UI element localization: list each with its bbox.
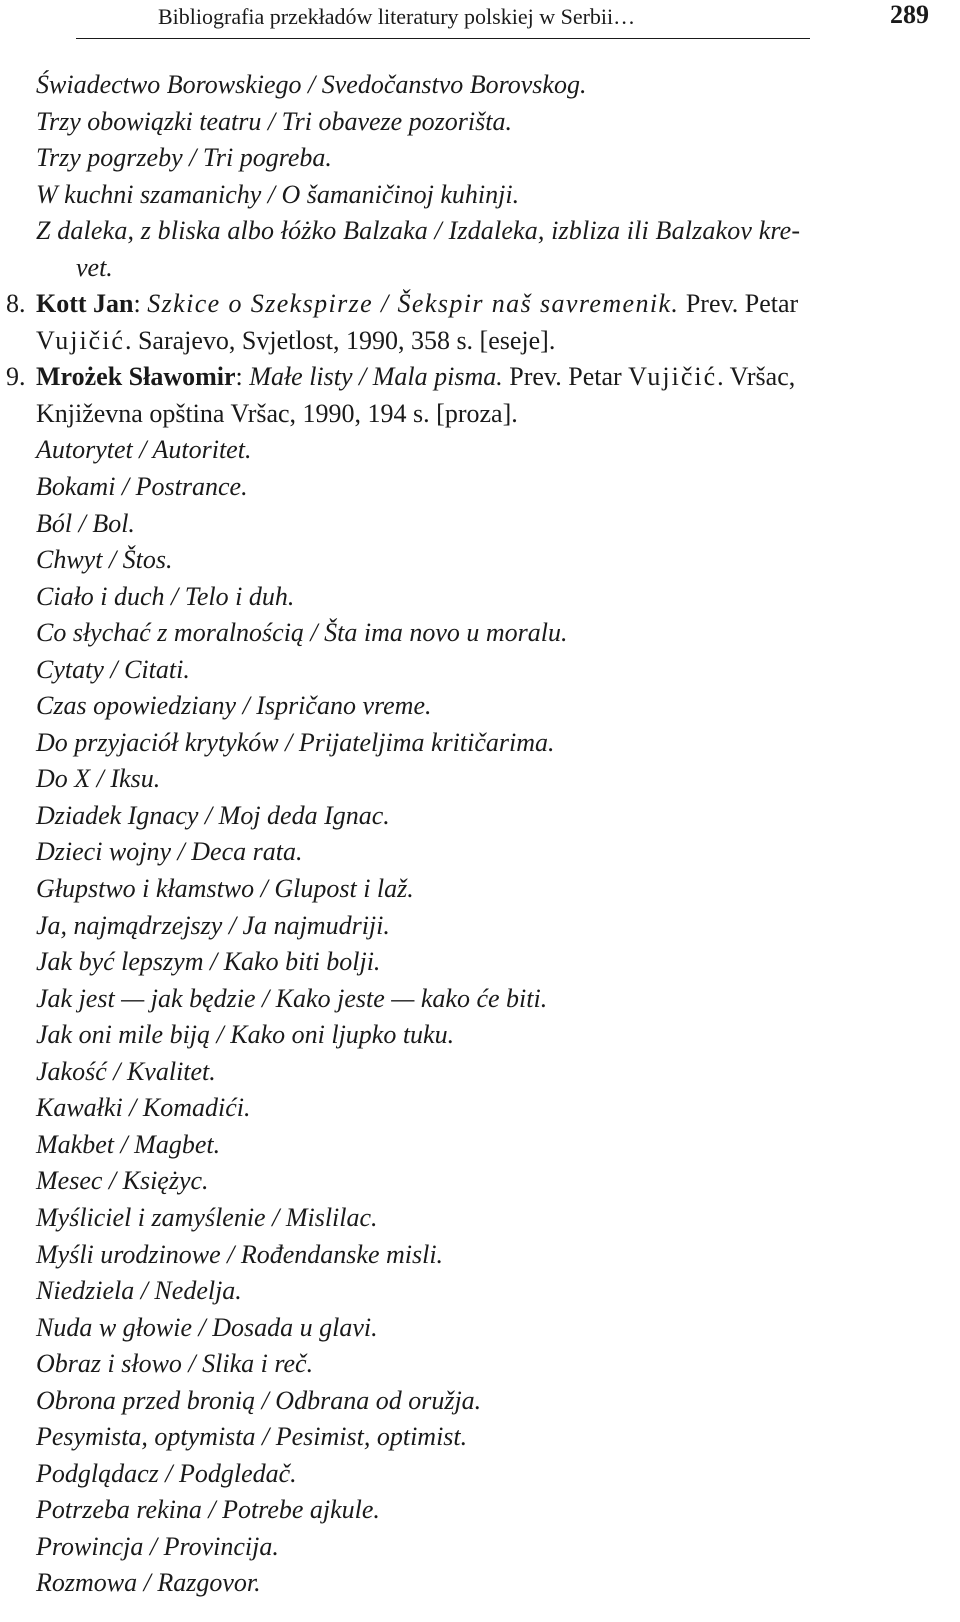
- work-title: Jak być lepszym / Kako biti bolji.: [36, 947, 381, 977]
- entry-number: 9.: [6, 362, 26, 392]
- work-title: Dzieci wojny / Deca rata.: [36, 837, 303, 867]
- entry-prev: Prev. Petar: [685, 289, 799, 319]
- entry-author: Mrożek Sławomir: [36, 362, 236, 392]
- work-title: Ja, najmądrzejszy / Ja najmudriji.: [36, 910, 390, 940]
- work-title: Trzy obowiązki teatru / Tri obaveze pozorišta.: [36, 106, 512, 136]
- entry-place: . Vršac,: [717, 362, 796, 392]
- work-title: Nuda w głowie / Dosada u glavi.: [36, 1312, 378, 1342]
- work-title: Do przyjaciół krytyków / Prijateljima kritičarima.: [36, 727, 555, 757]
- entry-prev: Prev. Petar: [509, 362, 622, 392]
- work-title: Podglądacz / Podgledač.: [36, 1458, 297, 1488]
- entry-8-continued: [0, 323, 960, 360]
- entry-separator: :: [235, 362, 243, 392]
- header-rule: [76, 38, 810, 39]
- work-title: Cytaty / Citati.: [36, 654, 190, 684]
- entry-9-continued: Književna opština Vršac, 1990, 194 s. [proza].: [36, 398, 518, 428]
- work-title: Niedziela / Nedelja.: [36, 1276, 242, 1306]
- work-title: Co słychać z moralnością / Šta ima novo u moralu.: [36, 618, 568, 648]
- work-title: Obrona przed bronią / Odbrana od oružja.: [36, 1385, 482, 1415]
- translator-surname: Vujičić: [628, 362, 718, 392]
- work-title: Jak oni mile biją / Kako oni ljupko tuku.: [36, 1020, 455, 1050]
- work-title: Dziadek Ignacy / Moj deda Ignac.: [36, 800, 390, 830]
- work-title: Pesymista, optymista / Pesimist, optimist.: [36, 1422, 468, 1452]
- translator-surname: Vujičić: [36, 325, 125, 355]
- work-title: Obraz i słowo / Slika i reč.: [36, 1349, 314, 1379]
- work-title: Kawałki / Komadići.: [36, 1093, 251, 1123]
- work-title: Prowincja / Provincija.: [36, 1531, 279, 1561]
- entry-separator: :: [133, 289, 141, 319]
- work-title: Bokami / Postrance.: [36, 472, 248, 502]
- work-title: Myśliciel i zamyślenie / Mislilac.: [36, 1202, 378, 1232]
- entry-9: [0, 359, 960, 396]
- entry-title: Małe listy / Mala pisma.: [249, 362, 503, 392]
- running-title: Bibliografia przekładów literatury polskiej w Serbii…: [158, 4, 636, 29]
- entry-8: [0, 286, 960, 323]
- work-title: W kuchni szamanichy / O šamaničinoj kuhinji.: [36, 179, 520, 209]
- entry-title: Szkice o Szekspirze / Šekspir naš savremenik.: [147, 289, 680, 319]
- page-header: [0, 0, 960, 60]
- bibliography-list: [0, 67, 960, 1602]
- work-title-continued: vet.: [76, 252, 113, 282]
- work-title: Autorytet / Autoritet.: [36, 435, 252, 465]
- work-title: Do X / Iksu.: [36, 764, 161, 794]
- page-number: 289: [890, 0, 929, 29]
- work-title: Rozmowa / Razgovor.: [36, 1568, 261, 1598]
- work-title: Z daleka, z bliska albo łóżko Balzaka / Izdaleka, izbliza ili Balzakov kre-: [36, 216, 801, 246]
- work-title: Czas opowiedziany / Ispričano vreme.: [36, 691, 432, 721]
- work-title: Trzy pogrzeby / Tri pogreba.: [36, 143, 332, 173]
- work-title: Głupstwo i kłamstwo / Glupost i laž.: [36, 874, 414, 904]
- work-title: Chwyt / Štos.: [36, 545, 173, 575]
- work-title: Jakość / Kvalitet.: [36, 1056, 216, 1086]
- work-title: Jak jest — jak będzie / Kako jeste — kako će biti.: [36, 983, 548, 1013]
- work-title: Ból / Bol.: [36, 508, 135, 538]
- work-title: Myśli urodzinowe / Rođendanske misli.: [36, 1239, 444, 1269]
- work-title: Świadectwo Borowskiego / Svedočanstvo Borovskog.: [36, 70, 587, 99]
- entry-publication: . Sarajevo, Svjetlost, 1990, 358 s. [eseje].: [124, 325, 556, 355]
- work-title: Potrzeba rekina / Potrebe ajkule.: [36, 1495, 380, 1525]
- entry-number: 8.: [6, 289, 26, 319]
- work-title: Mesec / Księżyc.: [36, 1166, 209, 1196]
- work-title: Makbet / Magbet.: [36, 1129, 221, 1159]
- work-title: Ciało i duch / Telo i duh.: [36, 581, 295, 611]
- entry-author: Kott Jan: [36, 289, 134, 319]
